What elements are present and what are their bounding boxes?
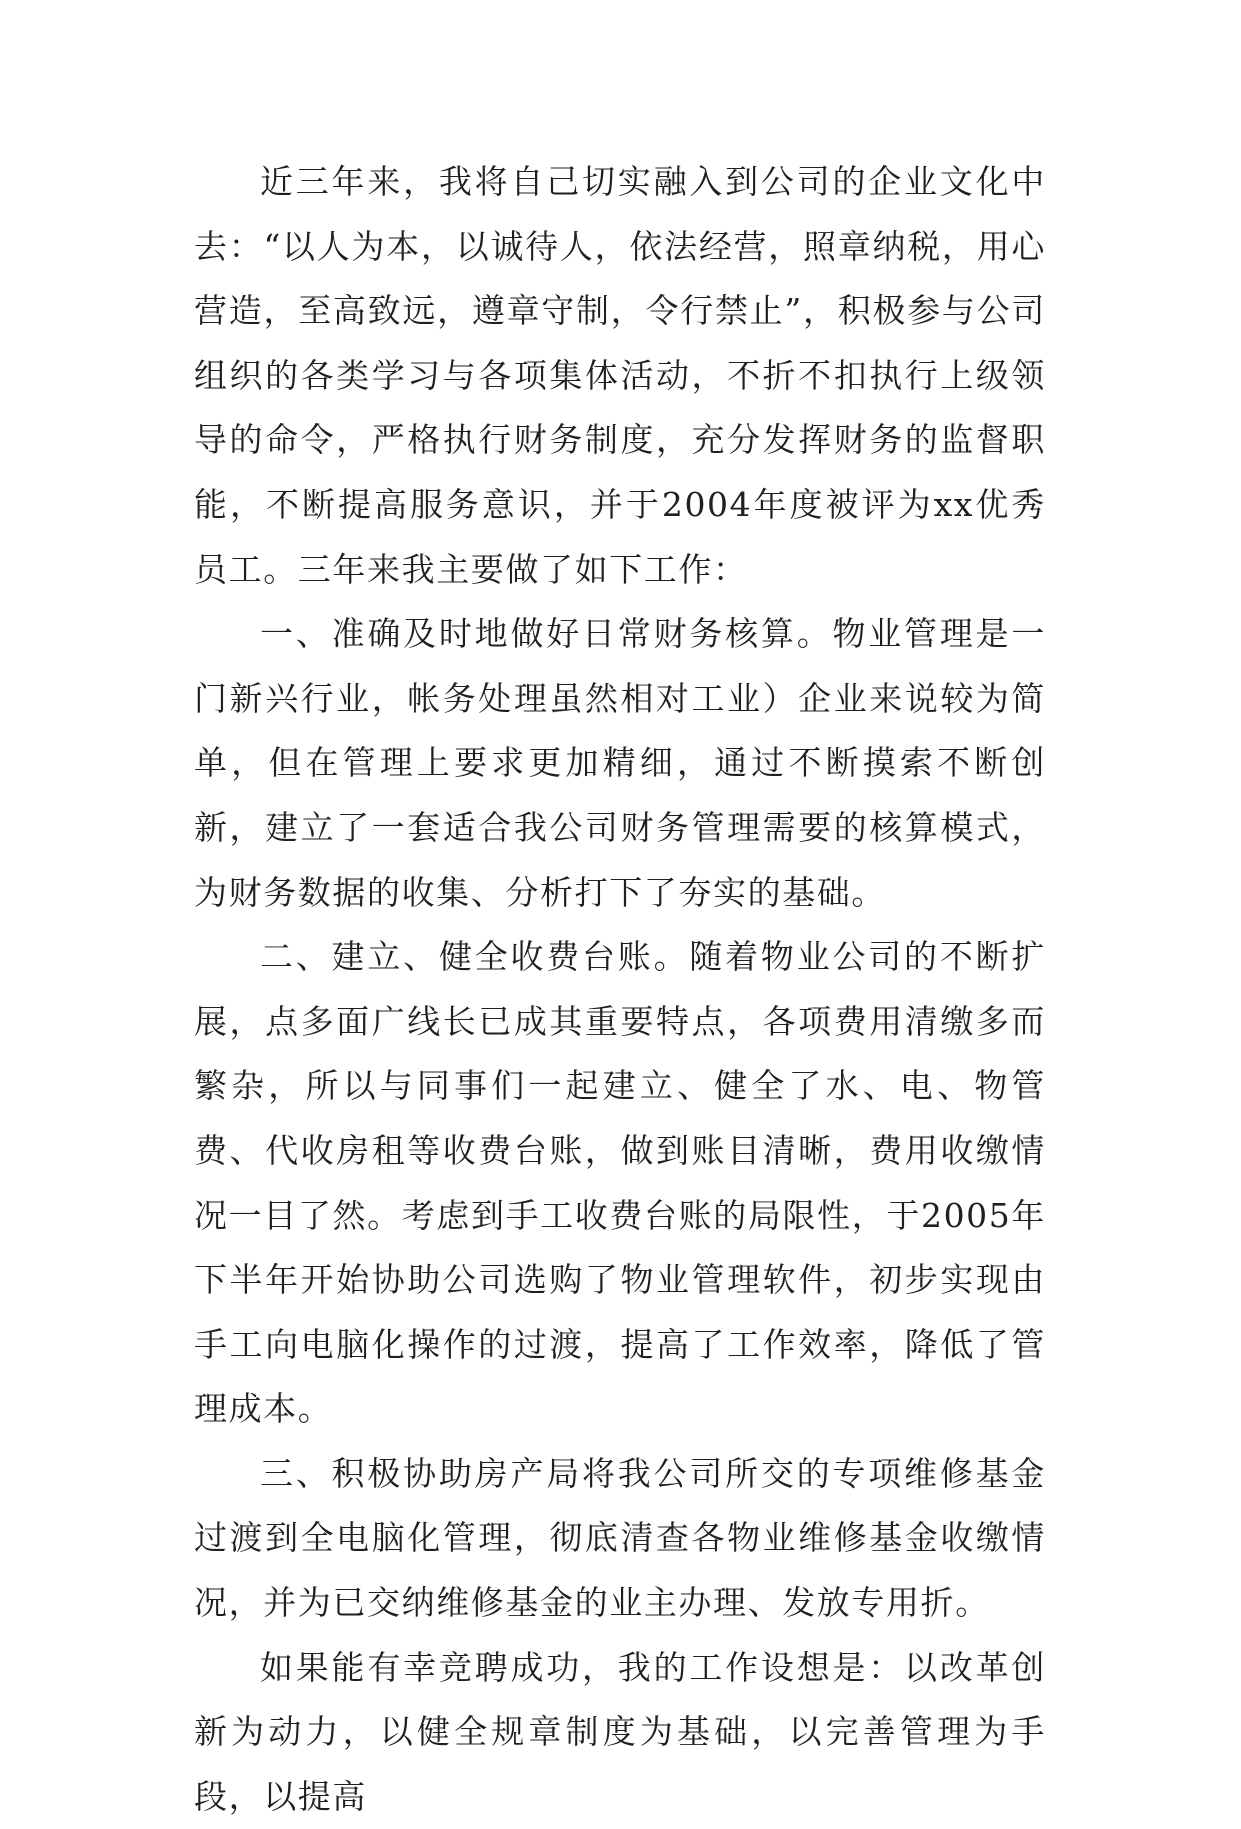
paragraph-item-1: 一、准确及时地做好日常财务核算。物业管理是一门新兴行业，帐务处理虽然相对工业）企业来说较为简单，但在管理上要求更加精细，通过不断摸索不断创新，建立了一套适合我公司财务管理需要的核算模式，为财务数据的收集、分析打下了夯实的基础。 bbox=[194, 614, 1046, 912]
paragraph-item-3: 三、积极协助房产局将我公司所交的专项维修基金过渡到全电脑化管理，彻底清查各物业维修基金收缴情况，并为已交纳维修基金的业主办理、发放专用折。 bbox=[194, 1453, 1046, 1623]
paragraph-intro: 近三年来，我将自己切实融入到公司的企业文化中去：“以人为本，以诚待人，依法经营，照章纳税，用心营造，至高致远，遵章守制，令行禁止”，积极参与公司组织的各类学习与各项集体活动，不折不扣执行上级领导的命令，严格执行财务制度，充分发挥财务的监督职能，不断提高服务意识，并于2004年度被评为xx优秀员工。三年来我主要做了如下工作： bbox=[194, 162, 1046, 589]
document-body bbox=[194, 150, 1046, 1829]
paragraph-plan: 如果能有幸竞聘成功，我的工作设想是：以改革创新为动力，以健全规章制度为基础，以完善管理为手段，以提高 bbox=[194, 1647, 1046, 1816]
paragraph-item-2: 二、建立、健全收费台账。随着物业公司的不断扩展，点多面广线长已成其重要特点，各项费用清缴多而繁杂，所以与同事们一起建立、健全了水、电、物管费、代收房租等收费台账，做到账目清晰，费用收缴情况一目了然。考虑到手工收费台账的局限性，于2005年下半年开始协助公司选购了物业管理软件，初步实现由手工向电脑化操作的过渡，提高了工作效率，降低了管理成本。 bbox=[194, 937, 1046, 1429]
